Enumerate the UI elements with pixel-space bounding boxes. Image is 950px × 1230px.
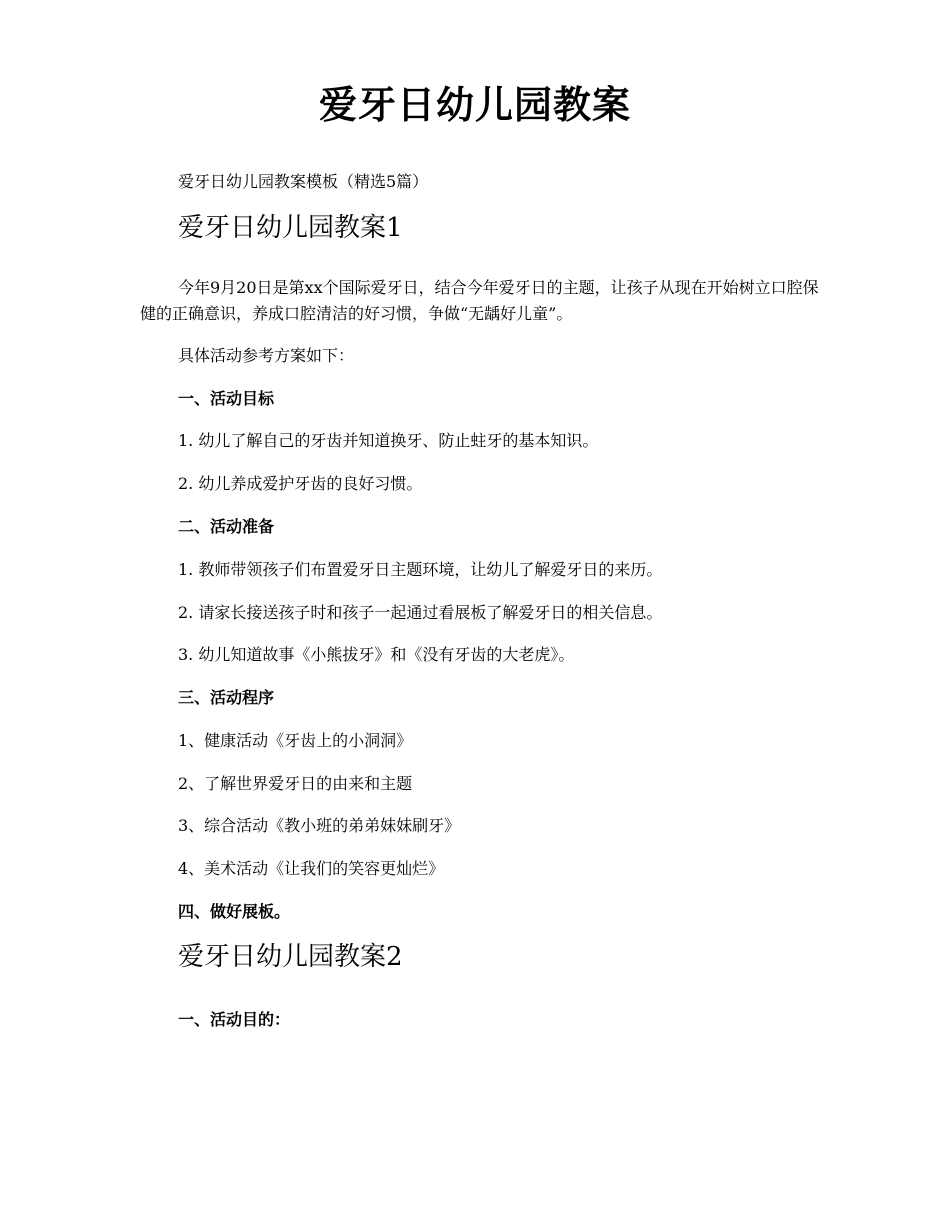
prep-item-1: 1. 教师带领孩子们布置爱牙日主题环境，让幼儿了解爱牙日的来历。: [178, 560, 663, 579]
plan-intro: 具体活动参考方案如下：: [178, 346, 355, 365]
prep-item-2: 2. 请家长接送孩子时和孩子一起通过看展板了解爱牙日的相关信息。: [178, 603, 663, 622]
prep-heading: 二、活动准备: [178, 517, 275, 536]
goal-item-1: 1. 幼儿了解自己的牙齿并知道换牙、防止蛀牙的基本知识。: [178, 431, 599, 450]
procedure-item-1: 1、健康活动《牙齿上的小洞洞》: [178, 731, 413, 750]
section-heading-2: 爱牙日幼儿园教案2: [178, 942, 403, 972]
purpose-heading: 一、活动目的：: [178, 1010, 291, 1029]
goals-heading: 一、活动目标: [178, 389, 275, 408]
document-title: 爱牙日幼儿园教案: [318, 82, 631, 127]
procedure-item-4: 4、美术活动《让我们的笑容更灿烂》: [178, 859, 445, 878]
prep-item-3: 3. 幼儿知道故事《小熊拔牙》和《没有牙齿的大老虎》。: [178, 645, 575, 664]
document-subtitle: 爱牙日幼儿园教案模板（精选5篇）: [178, 172, 429, 191]
procedure-heading: 三、活动程序: [178, 688, 275, 707]
procedure-item-3: 3、综合活动《教小班的弟弟妹妹刷牙》: [178, 816, 461, 835]
board-heading: 四、做好展板。: [178, 902, 291, 921]
goal-item-2: 2. 幼儿养成爱护牙齿的良好习惯。: [178, 474, 423, 493]
intro-paragraph: 今年9月20日是第xx个国际爱牙日，结合今年爱牙日的主题，让孩子从现在开始树立口腔保健的正确意识，养成口腔清洁的好习惯，争做“无龋好儿童”。: [140, 278, 819, 323]
procedure-item-2: 2、了解世界爱牙日的由来和主题: [178, 774, 413, 793]
section-heading-1: 爱牙日幼儿园教案1: [178, 213, 403, 243]
